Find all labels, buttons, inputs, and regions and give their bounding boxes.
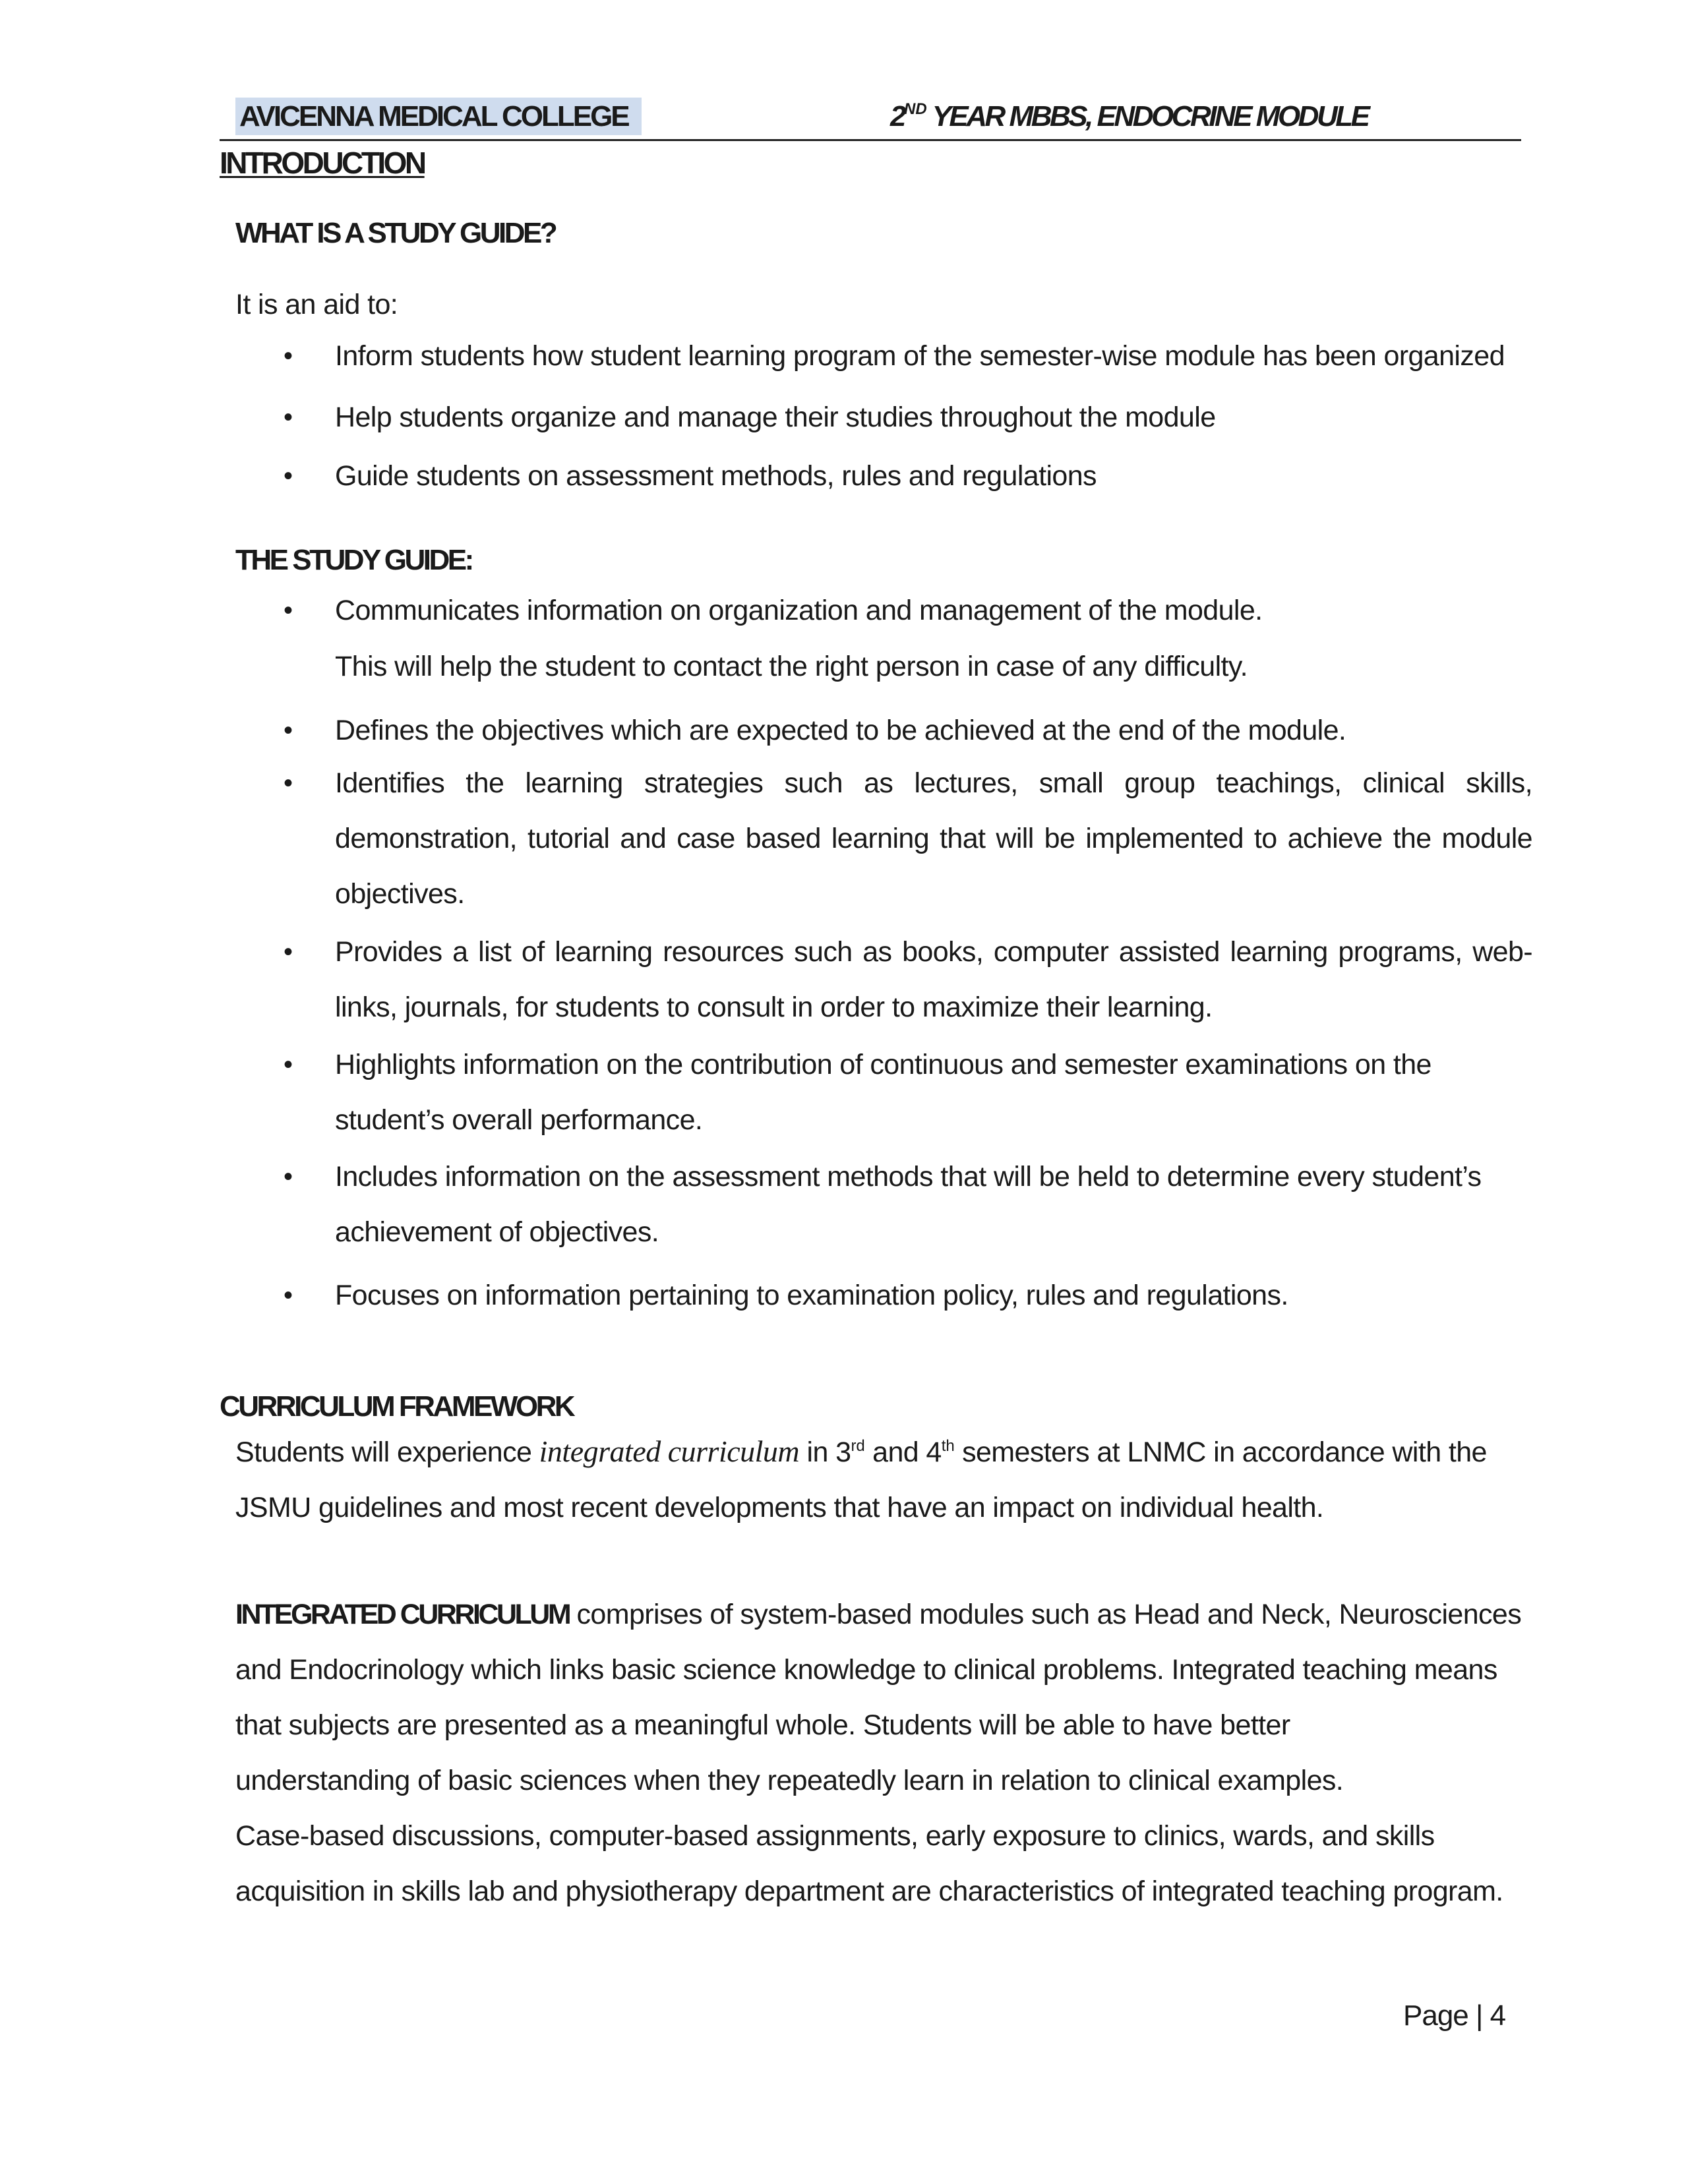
module-year-suffix: ND: [903, 100, 927, 118]
bullet-icon: •: [284, 403, 293, 432]
curriculum-framework-text: [235, 1424, 1528, 1535]
list-item: Help students organize and manage their studies throughout the module: [335, 401, 1216, 433]
bullet-icon: •: [284, 937, 293, 966]
college-name: AVICENNA MEDICAL COLLEGE: [235, 98, 642, 135]
list-item: [335, 924, 1532, 1035]
list-item: [335, 1149, 1532, 1260]
list-item-line: links, journals, for students to consult in order to maximize their learning.: [335, 991, 1213, 1023]
list-item-line: objectives.: [335, 878, 465, 910]
paragraph-line: that subjects are presented as a meaningful whole. Students will be able to have better: [235, 1709, 1290, 1741]
bullet-icon: •: [284, 769, 293, 798]
ordinal-suffix: th: [941, 1437, 955, 1455]
list-item-line: student’s overall performance.: [335, 1104, 703, 1136]
bullet-icon: •: [284, 1050, 293, 1079]
ordinal-suffix: rd: [851, 1437, 865, 1455]
integrated-curriculum-label: INTEGRATED CURRICULUM: [235, 1599, 570, 1630]
bullet-icon: •: [284, 1162, 293, 1191]
text-run: comprises of system-based modules such as Head and Neck, Neurosciences: [569, 1599, 1522, 1630]
module-title: [890, 98, 1368, 135]
list-item: Inform students how student learning program of the semester-wise module has been organized: [335, 340, 1505, 372]
list-item-line: achievement of objectives.: [335, 1216, 659, 1248]
paragraph-line: understanding of basic sciences when they repeatedly learn in relation to clinical examples.: [235, 1765, 1344, 1796]
curriculum-framework-heading: CURRICULUM FRAMEWORK: [220, 1390, 574, 1423]
list-item: Guide students on assessment methods, rules and regulations: [335, 460, 1097, 492]
paragraph-line: acquisition in skills lab and physiotherapy department are characteristics of integrated teaching program.: [235, 1875, 1503, 1907]
the-study-guide-heading: THE STUDY GUIDE:: [235, 544, 472, 576]
text-run: in 3: [799, 1436, 851, 1468]
module-year-number: 2: [890, 100, 904, 133]
list-item-line: demonstration, tutorial and case based learning that will be implemented to achieve the module: [335, 823, 1532, 854]
paragraph-line: [235, 1587, 1528, 1642]
header-rule: [220, 139, 1521, 141]
list-item-line: Highlights information on the contribution of continuous and semester examinations on the: [335, 1049, 1432, 1080]
paragraph-line: [235, 1424, 1528, 1480]
integrated-curriculum-term: integrated curriculum: [539, 1434, 800, 1468]
bullet-icon: •: [284, 596, 293, 625]
paragraph-line: JSMU guidelines and most recent developments that have an impact on individual health.: [235, 1492, 1324, 1523]
bullet-icon: •: [284, 1281, 293, 1310]
study-guide-question: WHAT IS A STUDY GUIDE?: [235, 217, 556, 249]
text-run: semesters at LNMC in accordance with the: [954, 1436, 1487, 1468]
list-item-line: Focuses on information pertaining to examination policy, rules and regulations.: [335, 1280, 1288, 1311]
list-item: [335, 1037, 1532, 1148]
list-item-line: Includes information on the assessment methods that will be held to determine every student’s: [335, 1161, 1482, 1193]
list-item-line: This will help the student to contact the right person in case of any difficulty.: [335, 651, 1248, 682]
paragraph-line: Case-based discussions, computer-based assignments, early exposure to clinics, wards, and skills: [235, 1820, 1435, 1852]
page-number: Page | 4: [1403, 1999, 1506, 2032]
bullet-icon: •: [284, 461, 293, 490]
module-name: YEAR MBBS, ENDOCRINE MODULE: [926, 100, 1368, 133]
study-guide-intro: It is an aid to:: [235, 289, 398, 320]
text-run: Students will experience: [235, 1436, 539, 1468]
bullet-icon: •: [284, 341, 293, 370]
list-item-line: Defines the objectives which are expected to be achieved at the end of the module.: [335, 715, 1346, 746]
list-item-line: Identifies the learning strategies such as lectures, small group teachings, clinical skills,: [335, 767, 1532, 799]
bullet-icon: •: [284, 716, 293, 745]
list-item: [335, 755, 1532, 922]
list-item-line: Provides a list of learning resources such as books, computer assisted learning programs, web-: [335, 936, 1532, 968]
list-item-line: Communicates information on organization and management of the module.: [335, 595, 1263, 626]
integrated-curriculum-text: [235, 1587, 1528, 1919]
paragraph-line: and Endocrinology which links basic science knowledge to clinical problems. Integrated teaching means: [235, 1654, 1497, 1686]
section-title: INTRODUCTION: [220, 146, 425, 180]
text-run: and 4: [864, 1436, 942, 1468]
